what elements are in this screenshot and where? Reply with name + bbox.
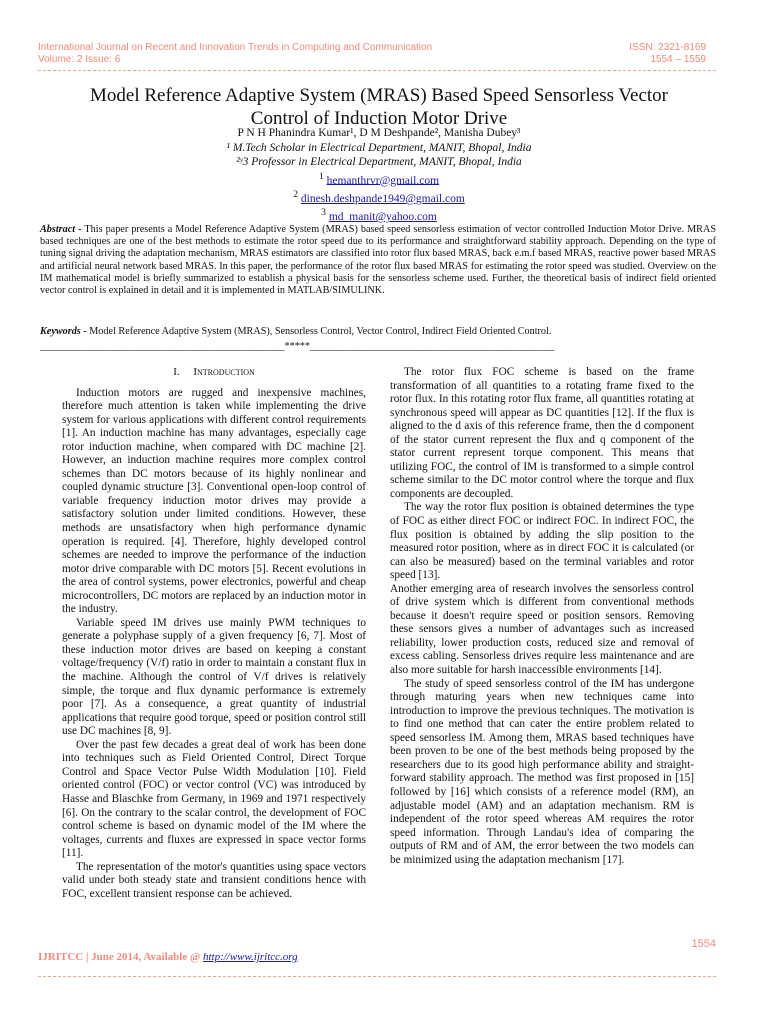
abstract-text: This paper presents a Model Reference Adaptive System (MRAS) based speed sensorless estimation of vector controlled Induction Motor Drive. MRAS based techniques are one of the best methods to estimate the rotor speed due to its performance and straightforward stability approach. Depending on the type of tuning signal driving the adaptation mechanism, MRAS estimators are classified into rotor flux based MRAS, back e.m.f based MRAS, reactive power based MRAS and artificial neural network based MRAS. In this paper, the performance of the rotor flux based MRAS for estimating the rotor speed was studied. Overview on the IM mathematical model is briefly summarized to establish a physical basis for the sensorless scheme used. Further, the theoretical basis of indirect field oriented vector control is explained in detail and it is implemented in MATLAB/SIMULINK. [40,224,716,297]
email-link-2[interactable]: dinesh.deshpande1949@gmail.com [300,192,465,205]
paragraph: The representation of the motor's quantities using space vectors valid under both steady state and transient conditions hence with FOC, excellent transient response can be achieved. [62,860,366,900]
paper-title [40,84,718,130]
paragraph: The way the rotor flux position is obtained determines the type of FOC as either direct FOC or indirect FOC. In indirect FOC, the flux position is obtained by adding the slip position to the measured rotor position, where as in direct FOC it is calculated (or can also be measured) based on the terminal variables and rotor speed [13]. [390,501,694,582]
paragraph: The rotor flux FOC scheme is based on the frame transformation of all quantities to a rotating frame fixed to the rotor flux. In this rotating rotor flux frame, all quantities rotating at synchronous speed will appear as DC quantities [12]. If the flux is aligned to the d axis of this reference frame, then the d component of the stator current represent the flux and q component of the stator current represent torque component. This means that utilizing FOC, the control of IM is transformed to a simple control scheme similar to the DC motor control where the torque and flux components are decoupled. [390,366,694,500]
email-line-1 [40,170,718,188]
section-separator: ________________________________________________*****________________________________________________ [40,341,555,352]
paragraph: Another emerging area of research involves the sensorless control of drive system which is different from conventional methods because it doesn't require speed or position sensors. Removing these sensors gives a number of advantages such as increased reliability, lower production costs, reduced size and removal of excess cabling. Sensorless drives require less maintenance and are also more suitable for harsh inaccessible environments [14]. [390,582,694,677]
keywords-label: Keywords - [40,326,87,337]
email-link-3[interactable]: md_manit@yahoo.com [328,210,437,223]
paragraph: Induction motors are rugged and inexpensive machines, therefore much attention is taken while implementing the drive system for various applications with different control requirements [1]. An induction machine has many advantages, especially cage rotor induction machine, when compared with DC machine [2]. However, an induction machine requires more complex control schemes than DC motors because of its highly nonlinear and coupled dynamic structure [3]. Conventional open-loop control of variable frequency induction motor drives may provide a satisfactory solution under limited conditions. However, these methods are unsatisfactory when high performance dynamic operation is required. [4]. Therefore, highly developed control schemes are needed to improve the performance of the induction motor drive comparable with DC motors [5]. Recent evolutions in the area of control systems, power electronics, powerful and cheap microcontrollers, DC motors are replaced by an induction motor in the industry. [62,386,366,616]
header-divider [38,70,716,71]
footer-text: IJRITCC | June 2014, Available @ [38,951,203,963]
footer-divider [38,976,716,977]
affiliation-1: ¹ M.Tech Scholar in Electrical Department, MANIT, Bhopal, India [226,141,532,154]
author-block [40,126,718,224]
footer [38,951,298,963]
running-header-right [629,42,706,66]
paragraph: Over the past few decades a great deal of work has been done into techniques such as Field Oriented Control, Direct Torque Control and Space Vector Pulse Width Modulation [10]. Field oriented control (FOC) or vector control (VC) was introduced by Hasse and Blaschke from Germany, in 1969 and 1971 respectively [6]. On the contrary to the scalar control, the development of FOC control scheme is based on dynamic model of the IM where the voltages, currents and fluxes are expressed in space vector forms [11]. [62,738,366,860]
keywords [40,326,716,338]
page-range: 1554 – 1559 [650,54,706,65]
email-line-3 [40,206,718,224]
left-column [62,366,366,901]
title-line-2: Control of Induction Motor Drive [250,108,508,129]
abstract-label: Abstract - [40,224,82,235]
abstract [40,224,716,297]
title-line-1: Model Reference Adaptive System (MRAS) Based Speed Sensorless Vector [90,85,668,106]
right-column [390,366,694,867]
section-number: I. [173,366,180,378]
page-number: 1554 [691,938,716,950]
keywords-text: Model Reference Adaptive System (MRAS), Sensorless Control, Vector Control, Indirect Field Oriented Control. [86,326,552,337]
issn: ISSN: 2321-8169 [629,42,706,53]
email-1-sup: 1 [318,170,324,182]
email-2-sup: 2 [293,188,298,200]
section-title: Introduction [193,366,255,378]
footer-link[interactable]: http://www.ijritcc.org [202,951,298,963]
email-3-sup: 3 [321,207,326,219]
section-heading [62,366,366,380]
volume-issue: Volume: 2 Issue: 6 [38,54,121,65]
paragraph: Variable speed IM drives use mainly PWM techniques to generate a polyphase supply of a given frequency [6, 7]. Most of these induction motor drives are based on keeping a constant voltage/frequency (V/f) ratio in order to maintain a constant flux in the machine. Although the control of V/f drives is relatively simple, the torque and flux dynamic performance is extremely poor [7]. As a consequence, a great quantity of industrial applications that require good torque, speed or position control still use DC machines [8, 9]. [62,616,366,738]
running-header-left [38,42,432,66]
email-line-2 [40,188,718,206]
affiliation-2: ²ʸ3 Professor in Electrical Department, MANIT, Bhopal, India [236,156,522,168]
email-link-1[interactable]: hemanthrvr@gmail.com [326,174,440,187]
paragraph: The study of speed sensorless control of the IM has undergone through maturing years when new techniques came into introduction to improve the previous techniques. The motivation is to find one method that can cater the entire problem related to speed sensorless IM. Among them, MRAS based techniques have been proven to be one of the best methods being proposed by the researchers due to its good high performance ability and straight-forward stability approach. The method was first proposed in [15] followed by [16] which consists of a reference model (RM), an adjustable model (AM) and an adaptation mechanism. RM is independent of the rotor speed whereas AM requires the rotor speed information. Through Landau's idea of comparing the outputs of RM and of AM, the error between the two models can be minimized using the adaptation mechanism [17]. [390,677,694,866]
journal-name: International Journal on Recent and Innovation Trends in Computing and Communication [38,42,433,53]
author-names: P N H Phanindra Kumar¹, D M Deshpande², Manisha Dubey³ [237,127,521,139]
